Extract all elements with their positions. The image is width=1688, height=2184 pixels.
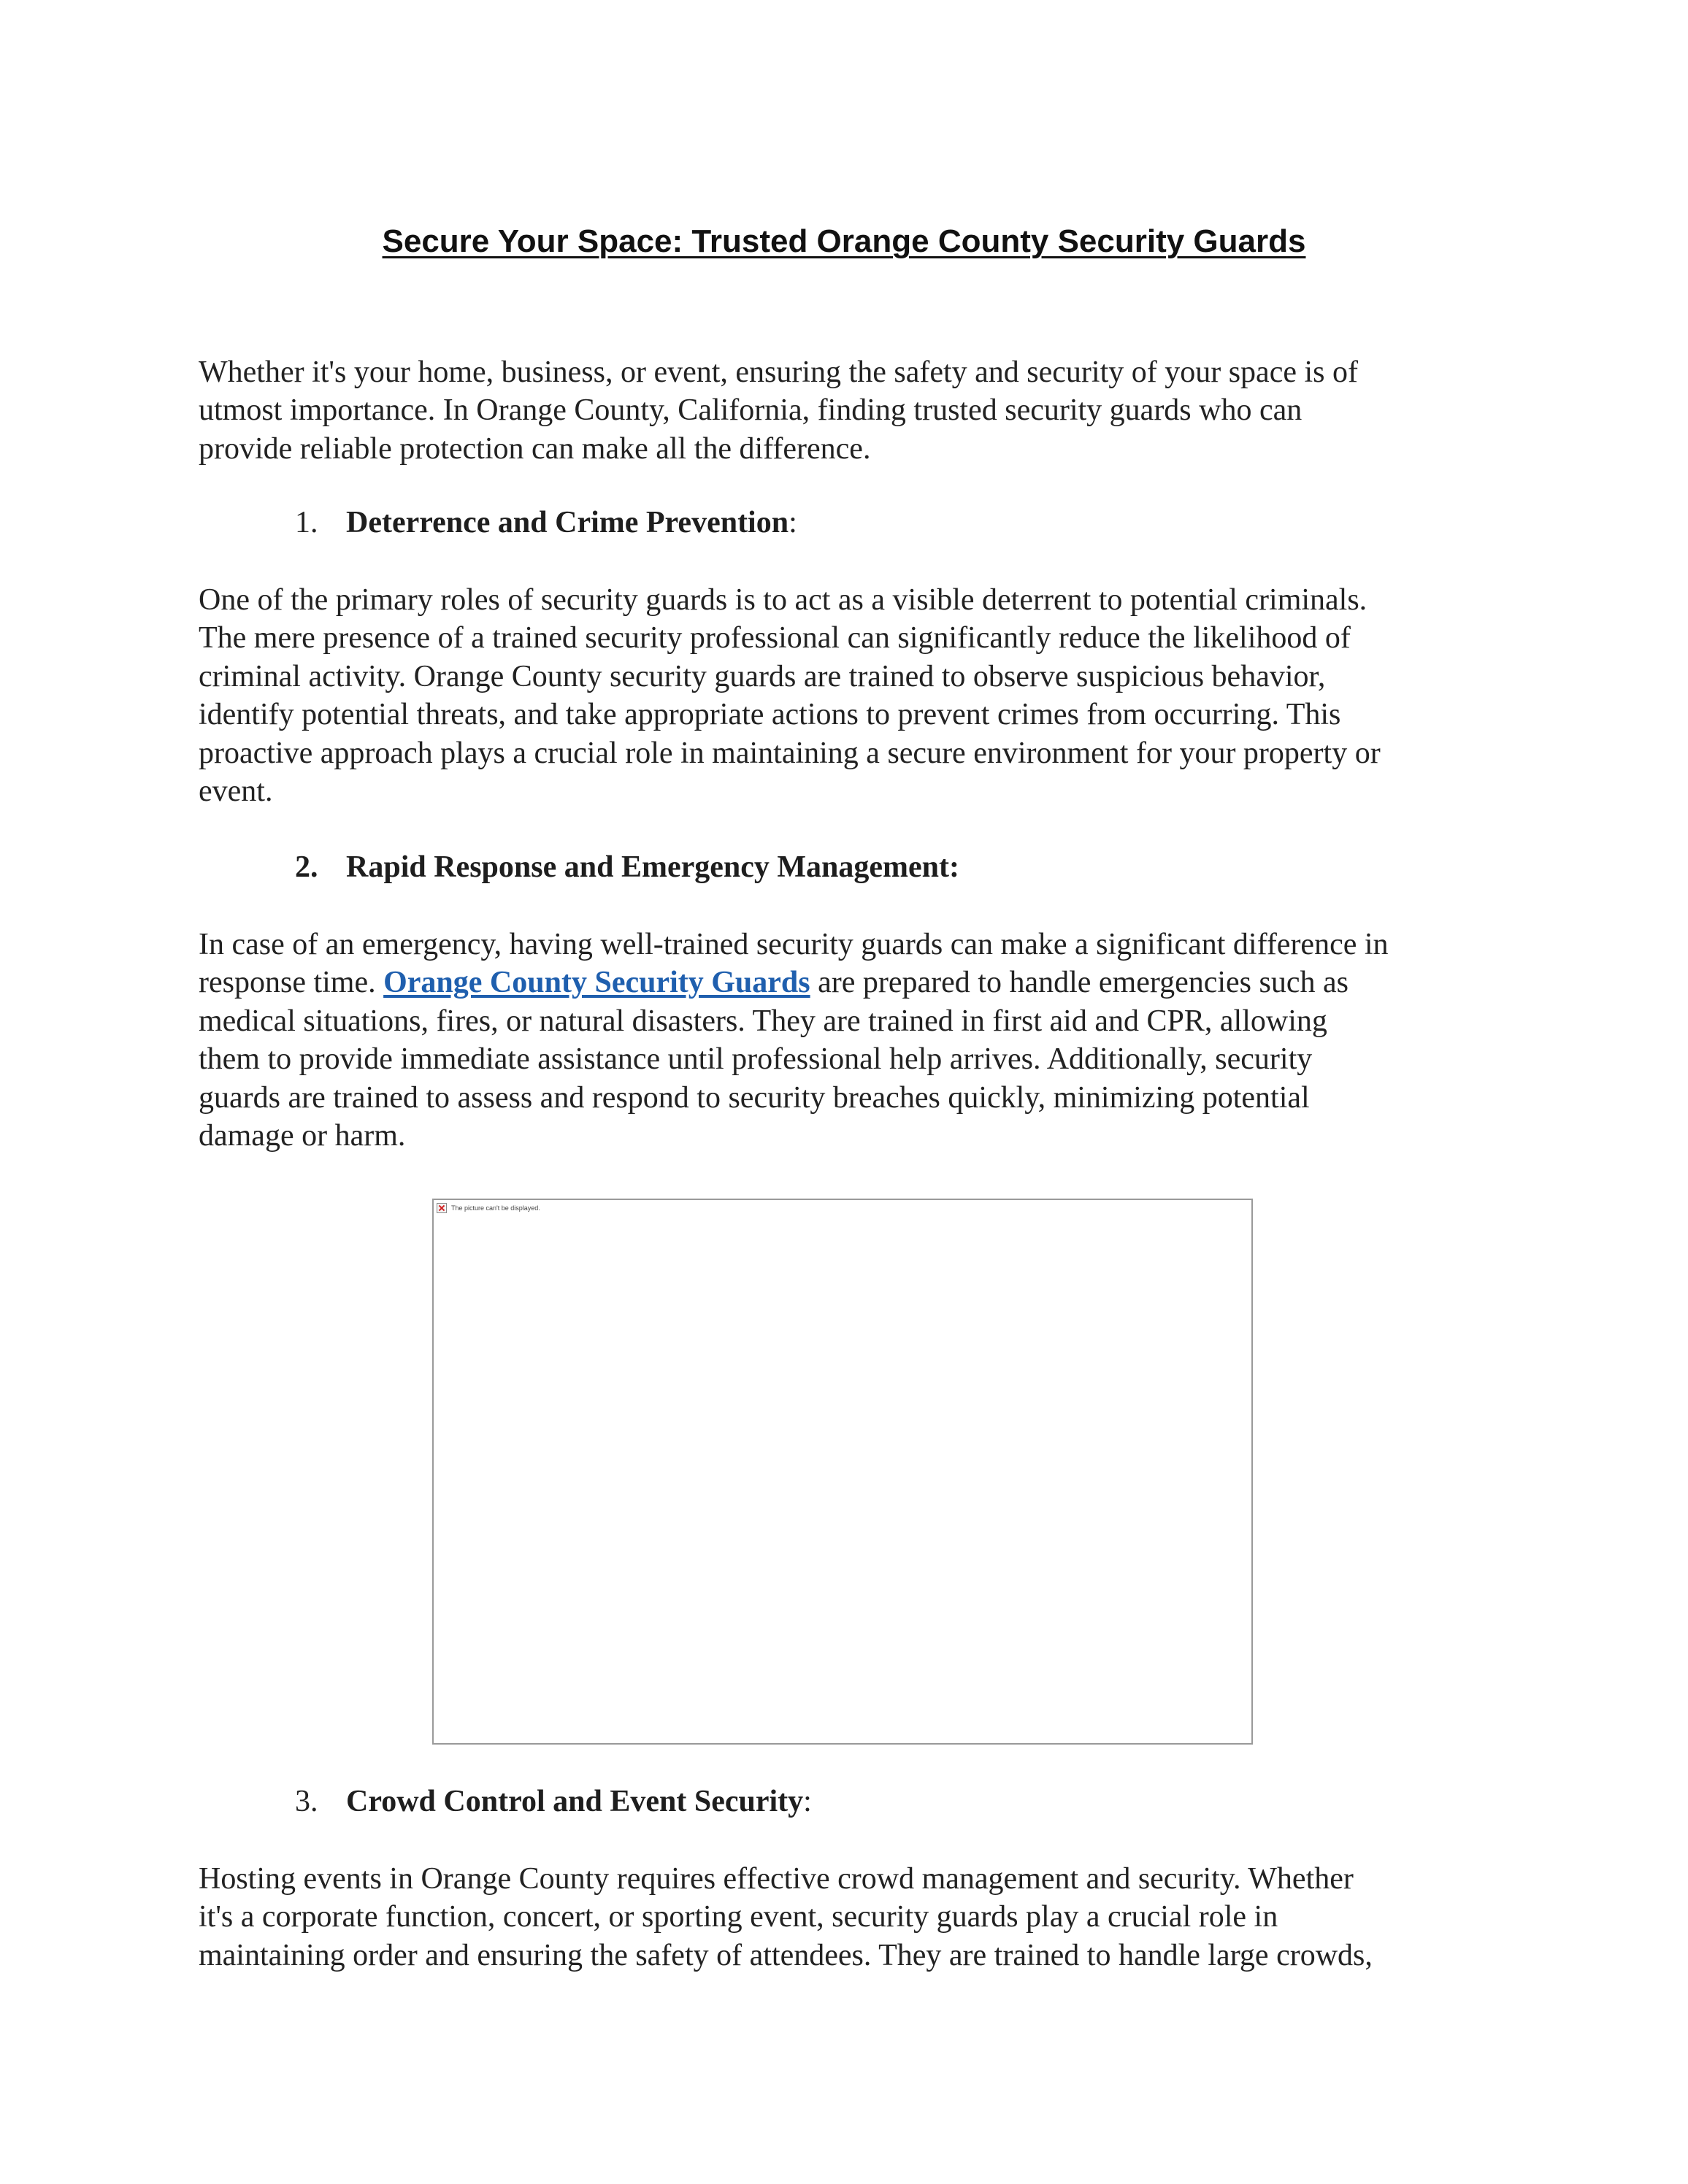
section-3-heading <box>295 1783 812 1820</box>
section-2-line: damage or harm. <box>199 1119 406 1153</box>
intro-paragraph <box>199 353 1505 468</box>
section-2-heading <box>295 848 959 886</box>
section-1-paragraph <box>199 581 1505 810</box>
intro-line: utmost importance. In Orange County, California, finding trusted security guards who can <box>199 393 1303 428</box>
orange-county-security-guards-link[interactable]: Orange County Security Guards <box>383 966 810 1000</box>
section-1-suffix: : <box>789 506 797 539</box>
broken-image-icon <box>437 1203 447 1213</box>
section-3-line: maintaining order and ensuring the safety of attendees. They are trained to handle large crowds, <box>199 1938 1373 1972</box>
section-2-paragraph <box>199 926 1505 1155</box>
section-1-line: identify potential threats, and take appropriate actions to prevent crimes from occurring. This <box>199 698 1341 732</box>
section-1-title: Deterrence and Crime Prevention <box>346 506 789 539</box>
broken-image-placeholder <box>432 1199 1253 1745</box>
section-2-title: Rapid Response and Emergency Management: <box>346 850 959 884</box>
section-2-line: guards are trained to assess and respond to security breaches quickly, minimizing potential <box>199 1080 1310 1115</box>
broken-image-text: The picture can't be displayed. <box>451 1204 540 1212</box>
intro-line: provide reliable protection can make all the difference. <box>199 431 871 466</box>
section-3-suffix: : <box>803 1785 812 1818</box>
section-1-heading <box>295 504 797 542</box>
section-1-line: event. <box>199 774 273 809</box>
page-title: Secure Your Space: Trusted Orange County Security Guards <box>382 223 1306 260</box>
section-2-number: 2. <box>295 850 318 884</box>
section-2-text-before-link: response time. <box>199 966 384 1000</box>
section-1-line: One of the primary roles of security guards is to act as a visible deterrent to potential criminals. <box>199 583 1367 617</box>
section-2-text-after-link: are prepared to handle emergencies such as <box>810 966 1349 1000</box>
section-2-line: medical situations, fires, or natural disasters. They are trained in first aid and CPR, allowing <box>199 1004 1327 1038</box>
broken-image-notice <box>437 1203 540 1213</box>
section-2-line-with-link <box>199 964 1505 1001</box>
section-3-line: Hosting events in Orange County requires effective crowd management and security. Whether <box>199 1862 1354 1896</box>
section-3-paragraph <box>199 1860 1505 1975</box>
section-2-line: In case of an emergency, having well-trained security guards can make a significant difference in <box>199 928 1389 961</box>
section-3-title: Crowd Control and Event Security <box>346 1785 804 1818</box>
section-3-number: 3. <box>295 1785 318 1818</box>
section-1-line: The mere presence of a trained security professional can significantly reduce the likelihood of <box>199 621 1351 655</box>
section-1-number: 1. <box>295 506 318 539</box>
section-3-line: it's a corporate function, concert, or sporting event, security guards play a crucial role in <box>199 1900 1278 1934</box>
section-2-line: them to provide immediate assistance until professional help arrives. Additionally, security <box>199 1042 1313 1077</box>
section-1-line: criminal activity. Orange County security guards are trained to observe suspicious behavior, <box>199 659 1326 693</box>
intro-line: Whether it's your home, business, or event, ensuring the safety and security of your space is of <box>199 355 1358 389</box>
section-1-line: proactive approach plays a crucial role in maintaining a secure environment for your property or <box>199 736 1381 770</box>
